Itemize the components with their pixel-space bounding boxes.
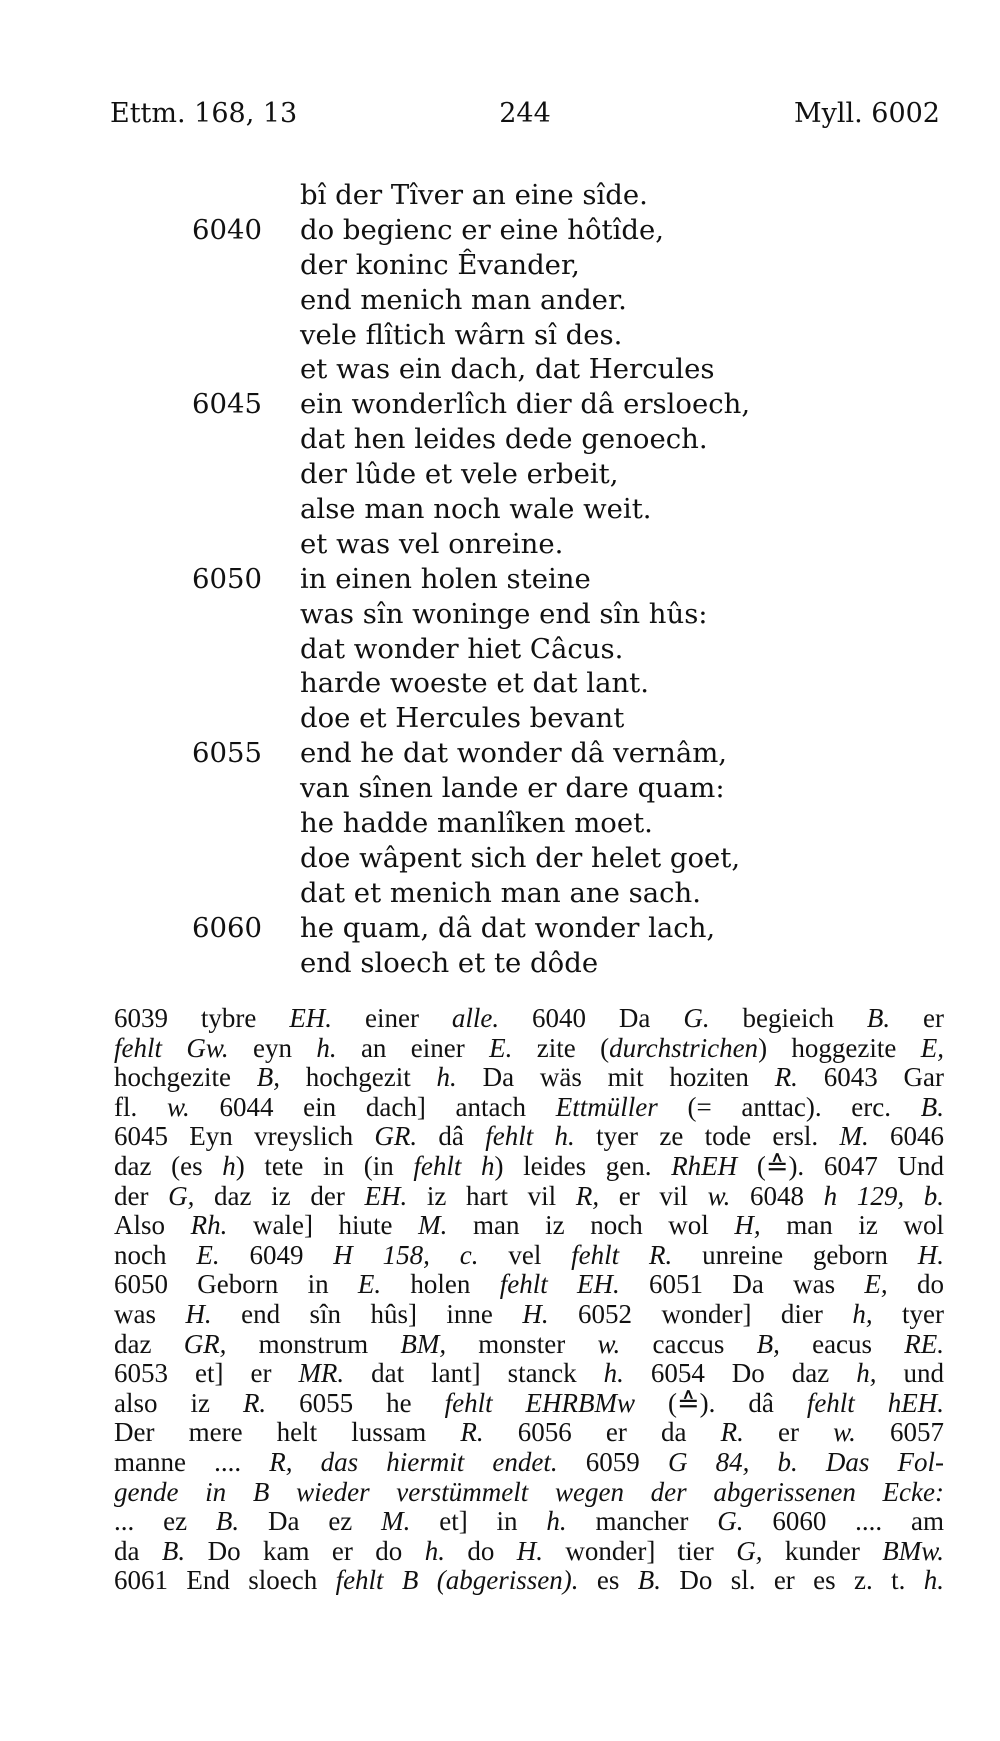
apparatus-text: kunder xyxy=(762,1536,883,1566)
apparatus-text: 6056 er da xyxy=(483,1418,721,1448)
apparatus-text xyxy=(798,1448,826,1477)
verse-number: 6055 xyxy=(192,737,262,770)
apparatus-siglum: h, xyxy=(852,1299,873,1329)
apparatus-text: do xyxy=(887,1270,944,1300)
apparatus-text: eyn xyxy=(228,1033,317,1063)
apparatus-siglum: BM, xyxy=(400,1329,447,1359)
apparatus-siglum: Das Fol- xyxy=(825,1447,944,1477)
apparatus-text: iz hart vil xyxy=(407,1181,576,1211)
apparatus-siglum: B, xyxy=(756,1329,780,1359)
apparatus-text: Der mere helt lussam xyxy=(114,1418,461,1448)
verse-line xyxy=(0,632,1000,667)
apparatus-siglum: EH. xyxy=(364,1181,408,1211)
apparatus-line xyxy=(114,1004,944,1034)
apparatus-siglum: fehlt hEH. xyxy=(806,1388,944,1418)
apparatus-text: 6060 .... am xyxy=(743,1507,944,1537)
header-right-reference: Myll. 6002 xyxy=(793,98,940,129)
apparatus-siglum: G. xyxy=(717,1507,744,1537)
apparatus-line xyxy=(114,1566,944,1596)
apparatus-text: da xyxy=(114,1536,162,1566)
apparatus-line xyxy=(114,1359,944,1389)
apparatus-text: 6051 Da was xyxy=(619,1270,865,1300)
apparatus-line xyxy=(114,1152,944,1182)
verse-line xyxy=(0,911,1000,946)
apparatus-text: Da ez xyxy=(239,1507,382,1537)
apparatus-text: 6057 xyxy=(855,1418,944,1448)
apparatus-line xyxy=(114,1093,944,1123)
verse-line xyxy=(0,806,1000,841)
apparatus-text: daz xyxy=(114,1329,184,1359)
apparatus-siglum: E. xyxy=(489,1033,513,1063)
apparatus-text: 6059 xyxy=(557,1447,668,1477)
apparatus-line xyxy=(114,1182,944,1212)
apparatus-text: caccus xyxy=(620,1329,757,1359)
apparatus-line xyxy=(114,1063,944,1093)
verse-line xyxy=(0,352,1000,387)
apparatus-siglum: MR. xyxy=(298,1359,345,1389)
verse-text: in einen holen steine xyxy=(300,562,591,595)
verse-text: et was vel onreine. xyxy=(300,527,564,560)
verse-text: doe et Hercules bevant xyxy=(300,702,625,735)
apparatus-text: und xyxy=(876,1359,944,1389)
apparatus-line xyxy=(114,1448,944,1478)
verse-text: he hadde manlîken moet. xyxy=(300,807,653,840)
apparatus-siglum: h. xyxy=(436,1063,457,1093)
verse-text: he quam, dâ dat wonder lach, xyxy=(300,911,716,944)
apparatus-siglum: G. xyxy=(683,1004,710,1033)
apparatus-text: 6043 Gar xyxy=(797,1063,944,1093)
apparatus-line xyxy=(114,1389,944,1419)
apparatus-text: monstrum xyxy=(226,1329,401,1359)
apparatus-siglum: h 129, b. xyxy=(823,1181,944,1211)
verse-text: bî der Tîver an eine sîde. xyxy=(300,179,648,211)
page-number: 244 xyxy=(499,98,551,129)
apparatus-siglum: h. xyxy=(603,1359,624,1389)
apparatus-siglum: E, xyxy=(920,1033,944,1063)
verse-text: end menich man ander. xyxy=(300,283,627,316)
apparatus-text: 6052 wonder] dier xyxy=(548,1299,853,1329)
apparatus-siglum: durchstrichen xyxy=(609,1033,759,1063)
apparatus-line xyxy=(114,1034,944,1064)
apparatus-text: end sîn hûs] inne xyxy=(211,1299,523,1329)
apparatus-text: hochgezit xyxy=(279,1063,437,1093)
apparatus-siglum: fehlt R. xyxy=(571,1240,673,1270)
apparatus-siglum: h. xyxy=(316,1033,337,1063)
apparatus-siglum: gende in B wieder verstümmelt wegen der abgerissenen Ecke: xyxy=(114,1477,944,1507)
verse-line xyxy=(0,457,1000,492)
verse-line xyxy=(0,527,1000,562)
verse-text: harde woeste et dat lant. xyxy=(300,667,649,700)
apparatus-text: einer xyxy=(332,1004,452,1033)
apparatus-siglum: fehlt Gw. xyxy=(114,1033,229,1063)
apparatus-text: 6046 xyxy=(868,1122,944,1152)
apparatus-text: 6061 End sloech xyxy=(114,1566,336,1596)
apparatus-siglum: Rh. xyxy=(190,1211,228,1241)
verse-number: 6050 xyxy=(192,562,262,595)
apparatus-text: ... ez xyxy=(114,1507,216,1537)
apparatus-line xyxy=(114,1122,944,1152)
apparatus-siglum: R. xyxy=(242,1388,267,1418)
apparatus-text: ) leides gen. xyxy=(494,1151,672,1181)
apparatus-text: tyer ze tode ersl. xyxy=(574,1122,840,1152)
verse-number: 6045 xyxy=(192,388,262,421)
apparatus-siglum: h xyxy=(222,1151,236,1181)
verse-line xyxy=(0,422,1000,457)
apparatus-text: wale] hiute xyxy=(227,1211,419,1241)
apparatus-line xyxy=(114,1418,944,1448)
verse-text: dat et menich man ane sach. xyxy=(300,876,701,909)
apparatus-text: Do sl. er es z. t. xyxy=(660,1566,924,1596)
apparatus-text: holen xyxy=(381,1270,500,1300)
apparatus-text: Also xyxy=(114,1211,191,1241)
apparatus-text: an einer xyxy=(336,1033,490,1063)
apparatus-line xyxy=(114,1330,944,1360)
apparatus-siglum: M. xyxy=(381,1507,411,1537)
apparatus-siglum: R. xyxy=(460,1418,484,1448)
apparatus-siglum: w. xyxy=(707,1181,731,1211)
apparatus-siglum: B. xyxy=(161,1536,186,1566)
apparatus-siglum: B. xyxy=(920,1092,944,1122)
header-left-reference: Ettm. 168, 13 xyxy=(110,98,298,129)
apparatus-text: 6050 Geborn in xyxy=(114,1270,358,1300)
apparatus-text: hochgezite xyxy=(114,1063,257,1093)
apparatus-text: 6044 ein dach] antach xyxy=(189,1092,556,1122)
apparatus-text: man iz noch wol xyxy=(447,1211,735,1241)
apparatus-line xyxy=(114,1507,944,1537)
apparatus-siglum: w. xyxy=(833,1418,856,1448)
apparatus-text: er vil xyxy=(599,1181,708,1211)
apparatus-siglum: E. xyxy=(196,1240,220,1270)
apparatus-siglum: B, xyxy=(256,1063,280,1093)
verse-text: vele flîtich wârn sî des. xyxy=(300,318,623,351)
apparatus-siglum: R, xyxy=(575,1181,600,1211)
apparatus-text: (≙). dâ xyxy=(635,1388,807,1418)
apparatus-siglum: fehlt h xyxy=(413,1151,495,1181)
apparatus-text: der xyxy=(114,1181,169,1211)
apparatus-siglum: BMw. xyxy=(882,1536,944,1566)
apparatus-siglum: H, xyxy=(734,1211,761,1241)
verse-text: der koninc Êvander, xyxy=(300,248,580,281)
apparatus-text: fl. xyxy=(114,1092,167,1122)
verse-line xyxy=(0,701,1000,736)
apparatus-siglum: h. xyxy=(923,1566,944,1596)
verse-line xyxy=(0,666,1000,701)
apparatus-text: vel xyxy=(478,1240,572,1270)
apparatus-text: es xyxy=(578,1566,638,1596)
apparatus-siglum: RE. xyxy=(904,1329,944,1359)
verse-text: dat hen leides dede genoech. xyxy=(300,423,708,456)
apparatus-line xyxy=(114,1241,944,1271)
verse-text: der lûde et vele erbeit, xyxy=(300,458,619,491)
apparatus-siglum: E, xyxy=(864,1270,888,1300)
apparatus-text: dat lant] stanck xyxy=(344,1359,604,1389)
apparatus-siglum: h. xyxy=(546,1507,567,1537)
apparatus-siglum: G 84, b. xyxy=(667,1447,798,1477)
apparatus-text: (= anttac). erc. xyxy=(657,1092,921,1122)
apparatus-text: 6054 Do daz xyxy=(623,1359,857,1389)
apparatus-text: Da wäs mit hoziten xyxy=(456,1063,775,1093)
apparatus-siglum: w. xyxy=(166,1092,190,1122)
apparatus-siglum: M. xyxy=(418,1211,448,1241)
verse-line xyxy=(0,492,1000,527)
apparatus-siglum: Ettmüller xyxy=(555,1092,658,1122)
verse-line xyxy=(0,841,1000,876)
apparatus-siglum: B. xyxy=(866,1004,891,1033)
apparatus-siglum: G, xyxy=(736,1536,763,1566)
apparatus-siglum: h, xyxy=(856,1359,877,1389)
apparatus-text: daz iz der xyxy=(194,1181,365,1211)
apparatus-text: daz (es xyxy=(114,1151,223,1181)
verse-text: end sloech et te dôde xyxy=(300,946,599,979)
apparatus-text: 6053 et] er xyxy=(114,1359,299,1389)
apparatus-siglum: fehlt EHRBMw xyxy=(444,1388,636,1418)
apparatus-text: noch xyxy=(114,1240,197,1270)
apparatus-siglum: R. xyxy=(774,1063,798,1093)
apparatus-text: mancher xyxy=(566,1507,718,1537)
apparatus-text: er xyxy=(890,1004,944,1033)
verse-text: ein wonderlîch dier dâ ersloech, xyxy=(300,388,751,421)
verse-text: do begienc er eine hôtîde, xyxy=(300,213,664,246)
apparatus-text: do xyxy=(444,1536,517,1566)
apparatus-siglum: GR, xyxy=(183,1329,227,1359)
apparatus-siglum: RhEH xyxy=(671,1151,738,1181)
verse-block xyxy=(0,178,1000,980)
apparatus-text: was xyxy=(114,1299,186,1329)
verse-number: 6060 xyxy=(192,911,262,944)
verse-text: alse man noch wale weit. xyxy=(300,493,652,526)
apparatus-siglum: H. xyxy=(917,1240,944,1270)
apparatus-siglum: H. xyxy=(516,1536,544,1566)
apparatus-text: tyer xyxy=(872,1299,944,1329)
apparatus-text: unreine geborn xyxy=(672,1240,918,1270)
apparatus-text: eacus xyxy=(779,1329,905,1359)
apparatus-siglum: w. xyxy=(597,1329,621,1359)
apparatus-text: ) hoggezite xyxy=(758,1033,921,1063)
apparatus-siglum: R. xyxy=(720,1418,744,1448)
verse-line xyxy=(0,736,1000,771)
apparatus-siglum: E. xyxy=(357,1270,382,1300)
apparatus-line xyxy=(114,1270,944,1300)
apparatus-siglum: EH. xyxy=(289,1004,333,1033)
verse-text: et was ein dach, dat Hercules xyxy=(300,353,715,386)
apparatus-siglum: GR. xyxy=(374,1122,418,1152)
apparatus-text: begieich xyxy=(709,1004,867,1033)
apparatus-text: (≙). 6047 Und xyxy=(737,1151,944,1181)
verse-line xyxy=(0,597,1000,632)
apparatus-line xyxy=(114,1537,944,1567)
apparatus-siglum: alle. xyxy=(451,1004,500,1033)
critical-apparatus xyxy=(114,1004,944,1596)
apparatus-text: 6040 Da xyxy=(499,1004,684,1033)
apparatus-text: ) tete in (in xyxy=(235,1151,414,1181)
apparatus-text: 6039 tybre xyxy=(114,1004,290,1033)
verse-text: was sîn woninge end sîn hûs: xyxy=(300,597,708,630)
apparatus-siglum: R, das hiermit endet. xyxy=(269,1447,558,1477)
apparatus-text: er xyxy=(743,1418,834,1448)
apparatus-text: 6048 xyxy=(730,1181,824,1211)
verse-line xyxy=(0,318,1000,353)
apparatus-text: zite ( xyxy=(512,1033,610,1063)
apparatus-siglum: M. xyxy=(839,1122,869,1152)
apparatus-siglum: H 158, c. xyxy=(333,1240,479,1270)
apparatus-siglum: fehlt h. xyxy=(485,1122,575,1152)
verse-text: van sînen lande er dare quam: xyxy=(300,772,725,805)
verse-text: end he dat wonder dâ vernâm, xyxy=(300,737,728,770)
verse-line xyxy=(0,771,1000,806)
running-header xyxy=(110,98,940,138)
verse-line xyxy=(0,178,1000,213)
verse-line xyxy=(0,562,1000,597)
apparatus-text: manne .... xyxy=(114,1447,270,1477)
apparatus-line xyxy=(114,1478,944,1508)
apparatus-text: dâ xyxy=(417,1122,486,1152)
verse-line xyxy=(0,248,1000,283)
apparatus-siglum: H. xyxy=(185,1299,212,1329)
apparatus-siglum: G, xyxy=(168,1181,195,1211)
verse-line xyxy=(0,387,1000,422)
apparatus-text: Do kam er do xyxy=(185,1536,425,1566)
apparatus-text: man iz wol xyxy=(760,1211,944,1241)
apparatus-siglum: fehlt EH. xyxy=(499,1270,620,1300)
verse-text: dat wonder hiet Câcus. xyxy=(300,632,624,665)
apparatus-text: wonder] tier xyxy=(543,1536,737,1566)
apparatus-text: also iz xyxy=(114,1388,243,1418)
verse-number: 6040 xyxy=(192,213,262,246)
apparatus-siglum: H. xyxy=(522,1299,549,1329)
apparatus-line xyxy=(114,1300,944,1330)
verse-text: doe wâpent sich der helet goet, xyxy=(300,841,741,874)
apparatus-text: monster xyxy=(446,1329,598,1359)
apparatus-siglum: B. xyxy=(637,1566,661,1596)
verse-line xyxy=(0,876,1000,911)
apparatus-text: 6045 Eyn vreyslich xyxy=(114,1122,375,1152)
verse-line xyxy=(0,283,1000,318)
verse-line xyxy=(0,213,1000,248)
apparatus-siglum: B. xyxy=(215,1507,240,1537)
apparatus-text: 6055 he xyxy=(266,1388,445,1418)
apparatus-siglum: h. xyxy=(424,1536,445,1566)
apparatus-line xyxy=(114,1211,944,1241)
apparatus-text: 6049 xyxy=(219,1240,334,1270)
apparatus-siglum: fehlt B (abgerissen). xyxy=(335,1566,579,1596)
verse-line xyxy=(0,946,1000,981)
apparatus-text: et] in xyxy=(410,1507,547,1537)
